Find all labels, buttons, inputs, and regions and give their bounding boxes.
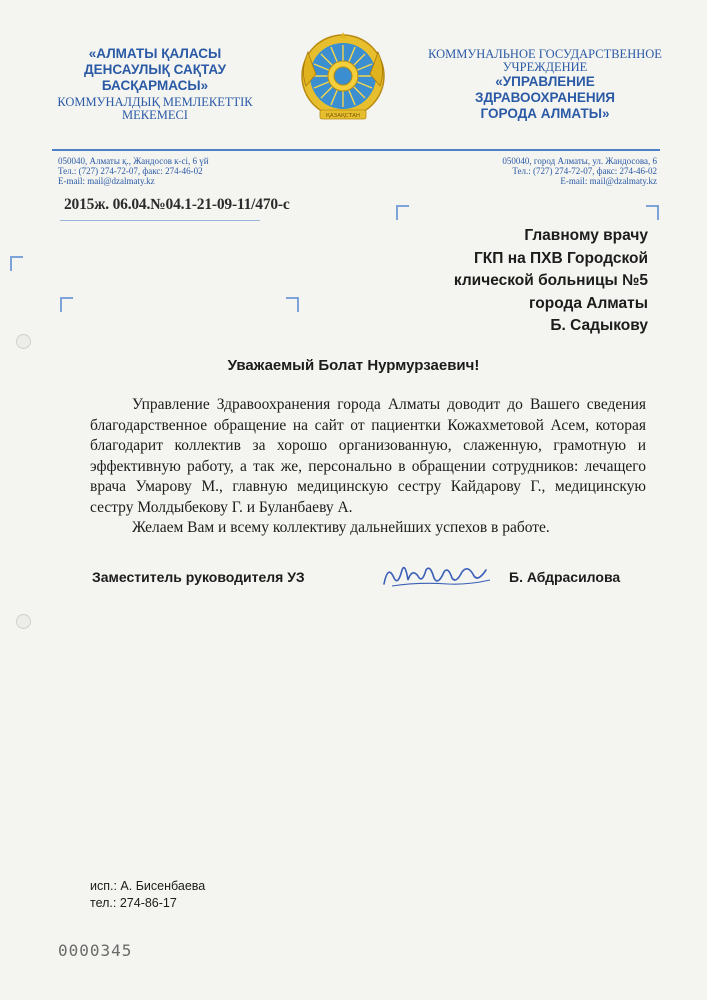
contact-ru-email: E-mail: mail@dzalmaty.kz [560, 176, 657, 186]
contact-kz-address: 050040, Алматы қ., Жандосов к-сі, 6 үй [58, 156, 209, 166]
header-kz-name-line-2: ДЕНСАУЛЫҚ САҚТАУ [83, 62, 226, 77]
document-serial-number: 0000345 [58, 941, 133, 960]
executor-name: исп.: А. Бисенбаева [90, 879, 206, 893]
margin-corner-mark [10, 256, 23, 271]
executor-info [90, 878, 205, 912]
date-corner-mark [286, 297, 299, 312]
letter-body [90, 395, 646, 539]
header-kz-org-type-line-2: МЕКЕМЕСІ [122, 108, 188, 122]
header-ru-org-type-line-1: КОММУНАЛЬНОЕ ГОСУДАРСТВЕННОЕ [428, 47, 662, 61]
contact-kz-phone: Тел.: (727) 274-72-07, факс: 274-46-02 [58, 166, 203, 176]
signatory-name: Б. Абдрасилова [509, 569, 621, 585]
addressee-line-1: Главному врачу [524, 227, 648, 244]
date-corner-mark-left [60, 297, 73, 312]
header-kz [50, 46, 260, 122]
header-ru-name-line-1: «УПРАВЛЕНИЕ [495, 74, 595, 89]
body-paragraph-1: Управление Здравоохранения города Алматы доводит до Вашего сведения благодарственное обращение на сайт от пациентки Кожахметовой Асем, которая благодарит коллектив за хорошо организованную, слаженную, грамотную и эффективную работу, а так же, персонально в обращении сотрудников: лечащего врача Умарову М., главную медицинскую сестру Кайдарову Г., медицинскую сестру Молдыбекову Г. и Буланбаеву А. [90, 396, 646, 516]
body-paragraph-2: Желаем Вам и всему коллективу дальнейших успехов в работе. [132, 519, 550, 536]
header-divider [52, 149, 660, 151]
addressee-line-3: клической больницы №5 [453, 272, 648, 289]
header-kz-org-type-line-1: КОММУНАЛДЫҚ МЕМЛЕКЕТТІК [57, 95, 253, 109]
signatory-title: Заместитель руководителя УЗ [92, 569, 305, 585]
header-ru-name-line-2: ЗДРАВООХРАНЕНИЯ [474, 90, 616, 105]
contacts-kz [58, 156, 278, 186]
greeting: Уважаемый Болат Нурмурзаевич! [227, 357, 480, 374]
address-corner-top-right [646, 205, 659, 220]
header-ru-org-type-line-2: УЧРЕЖДЕНИЕ [502, 60, 588, 74]
emblem-text: ҚАЗАҚСТАН [326, 113, 360, 119]
contacts-ru [455, 156, 657, 186]
addressee-block [410, 225, 648, 338]
header-kz-name-line-3: БАСҚАРМАСЫ» [101, 78, 209, 93]
registration-number: 2015ж. 06.04.№04.1-21-09-11/470-с [64, 196, 290, 213]
header-ru-name-line-3: ГОРОДА АЛМАТЫ» [480, 106, 610, 121]
contact-ru-address: 050040, город Алматы, ул. Жандосова, 6 [502, 156, 657, 166]
handwritten-signature [378, 556, 498, 592]
executor-phone: тел.: 274-86-17 [90, 896, 177, 910]
address-corner-top-left [396, 205, 409, 220]
addressee-line-4: города Алматы [529, 294, 648, 312]
punch-hole [16, 334, 31, 349]
contact-ru-phone: Тел.: (727) 274-72-07, факс: 274-46-02 [512, 166, 657, 176]
state-emblem-icon [298, 30, 388, 126]
addressee-line-5: Б. Садыкову [550, 317, 648, 334]
header-ru [425, 48, 665, 122]
header-kz-name-line-1: «АЛМАТЫ ҚАЛАСЫ [88, 46, 222, 61]
registration-underline [60, 220, 260, 221]
punch-hole [16, 614, 31, 629]
contact-kz-email: E-mail: mail@dzalmaty.kz [58, 176, 155, 186]
addressee-line-2: ГКП на ПХВ Городской [474, 249, 648, 267]
